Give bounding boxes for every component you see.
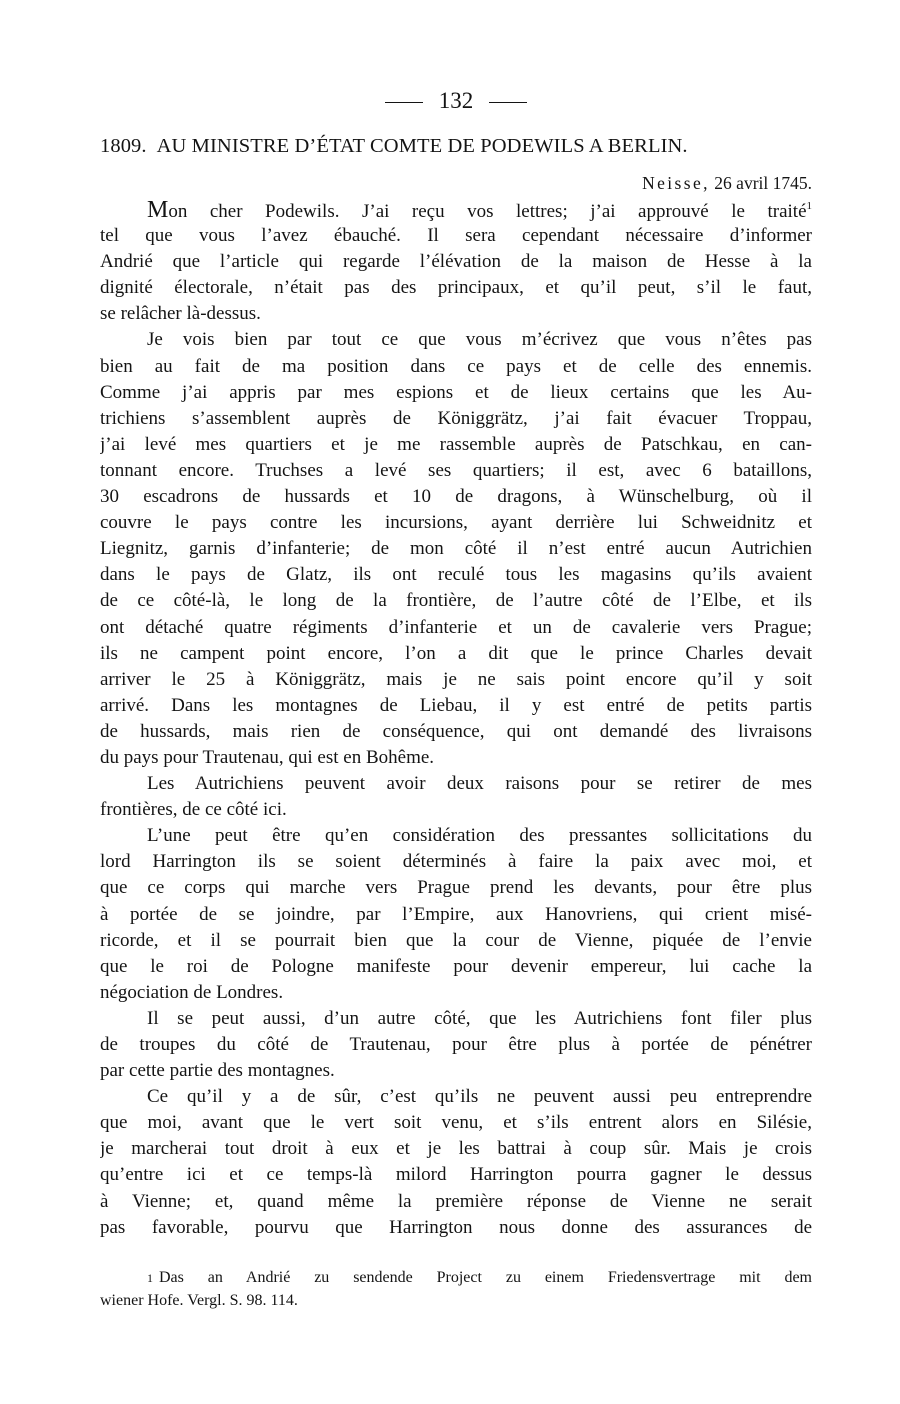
text-line: tonnant encore. Truchses a levé ses quartiers; il est, avec 6 bataillons, [100, 459, 812, 481]
text-line: couvre le pays contre les incursions, ayant derrière lui Schweidnitz et [100, 512, 812, 534]
text-line: de ce côté-là, le long de la frontière, de l’autre côté de l’Elbe, et ils [100, 590, 812, 612]
text-line: Les Autrichiens peuvent avoir deux raisons pour se retirer de mes [147, 773, 812, 795]
text-line: ils ne campent point encore, l’on a dit que le prince Charles devait [100, 642, 812, 664]
text-line: arriver le 25 à Königgrätz, mais je ne sais point encore qu’il y soit [100, 668, 812, 690]
text-line: que le roi de Pologne manifeste pour devenir empereur, lui cache la [100, 955, 812, 977]
text-line: que moi, avant que le vert soit venu, et s’ils entrent alors en Silésie, [100, 1112, 812, 1134]
text-line: j’ai levé mes quartiers et je me rassemble auprès de Patschkau, en can- [100, 433, 812, 455]
page-number: 132 [438, 88, 474, 113]
text-line: du pays pour Trautenau, qui est en Bohême. [100, 746, 435, 768]
text-line: Ce qu’il y a de sûr, c’est qu’ils ne peuvent aussi peu entreprendre [147, 1086, 812, 1108]
footnote-line [100, 1266, 812, 1289]
text-line: négociation de Londres. [100, 981, 284, 1003]
text-line: dans le pays de Glatz, ils ont reculé tous les magasins qu’ils avaient [100, 564, 812, 586]
text-line: dignité électorale, n’était pas des principaux, et qu’il peut, s’il le faut, [100, 277, 812, 299]
header-rule-right [489, 102, 527, 103]
text-line: Liegnitz, garnis d’infanterie; de mon côté il n’est entré aucun Autrichien [100, 538, 812, 560]
text-line: par cette partie des montagnes. [100, 1060, 335, 1082]
text-line: à portée de se joindre, par l’Empire, aux Hanovriens, qui crient misé- [100, 903, 812, 925]
text-line: L’une peut être qu’en considération des pressantes sollicitations du [147, 825, 812, 847]
opening-initial: M [147, 197, 169, 223]
letter-body [100, 197, 812, 1241]
text-line: arrivé. Dans les montagnes de Liebau, il y est entré de petits partis [100, 694, 812, 716]
text-line: Il se peut aussi, d’un autre côté, que les Autrichiens font filer plus [147, 1007, 812, 1029]
text-line: ricorde, et il se pourrait bien que la cour de Vienne, piquée de l’envie [100, 929, 812, 951]
text-line: tel que vous l’avez ébauché. Il sera cependant nécessaire d’informer [100, 225, 812, 247]
dateline-place: Neisse, [642, 173, 710, 193]
header-rule-left [385, 102, 423, 103]
text-line [100, 197, 812, 223]
dateline [642, 170, 812, 196]
footnote-reference: 1 [806, 200, 812, 212]
letter-title: AU MINISTRE D’ÉTAT COMTE DE PODEWILS A BERLIN. [156, 135, 688, 157]
text-line: je marcherai tout droit à eux et je les battrai à coup sûr. Mais je crois [100, 1138, 812, 1160]
text-line: pas favorable, pourvu que Harrington nous donne des assurances de [100, 1216, 812, 1238]
text-line: 30 escadrons de hussards et 10 de dragons, à Wünschelburg, où il [100, 486, 812, 508]
dateline-date: 26 avril 1745. [714, 173, 812, 193]
text-line: lord Harrington ils se soient déterminés à faire la paix avec moi, et [100, 851, 812, 873]
footnote-mark: 1 [147, 1271, 153, 1285]
text-line: qu’entre ici et ce temps-là milord Harrington pourra gagner le dessus [100, 1164, 812, 1186]
text-line: frontières, de ce côté ici. [100, 799, 287, 821]
text-line: ont détaché quatre régiments d’infanterie et un de cavalerie vers Prague; [100, 616, 812, 638]
text-line: Je vois bien par tout ce que vous m’écrivez que vous n’êtes pas [147, 329, 812, 351]
text-line: se relâcher là-dessus. [100, 303, 261, 325]
text-line: de troupes du côté de Trautenau, pour être plus à portée de pénétrer [100, 1034, 812, 1055]
page-header [100, 86, 812, 116]
text-line: Comme j’ai appris par mes espions et de lieux certains que les Au- [100, 381, 812, 403]
text-line: à Vienne; et, quand même la première réponse de Vienne ne serait [100, 1190, 812, 1212]
letter-heading [100, 131, 812, 161]
text-line: que ce corps qui marche vers Prague prend les devants, pour être plus [100, 877, 812, 899]
text-line: de hussards, mais rien de conséquence, qui ont demandé des livraisons [100, 720, 812, 742]
text-line: trichiens s’assemblent auprès de Königgrätz, j’ai fait évacuer Troppau, [100, 407, 812, 429]
letter-number: 1809. [100, 135, 147, 157]
footnote-line: wiener Hofe. Vergl. S. 98. 114. [100, 1292, 298, 1309]
text-line-content: on cher Podewils. J’ai reçu vos lettres; j’ai approuvé le traité [168, 201, 807, 222]
footnote-text: Das an Andrié zu sendende Project zu einem Friedensvertrage mit dem [159, 1269, 812, 1286]
text-line: Andrié que l’article qui regarde l’élévation de la maison de Hesse à la [100, 251, 812, 273]
text-line: bien au fait de ma position dans ce pays et de celle des ennemis. [100, 355, 812, 377]
footnotes [100, 1266, 812, 1312]
